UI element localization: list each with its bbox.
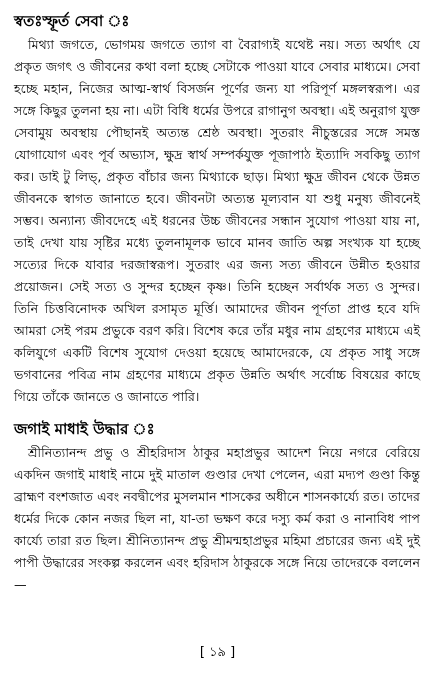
section-paragraph: শ্রীনিত্যানন্দ প্রভু ও শ্রীহরিদাস ঠাকুর মহাপ্রভুর আদেশ নিয়ে নগরে বেরিয়ে একদিন জগাই মাধাই নামে দুই মাতাল গুণ্ডার দেখা পেলেন, এরা মদ্যপ গুণ্ডা কিন্তু ব্রাহ্মণ বংশজাত এবং নবদ্বীপের মুসলমান শাসকের অধীনে শাসনকার্য্যে রত। তাদের ধর্মের দিকে কোন নজর ছিল না, যা-তা ভক্ষণ করে দস্যু কর্ম করা ও নানাবিধ পাপ কার্য্যে তারা রত ছিল। শ্রীনিত্যানন্দ প্রভু শ্রীমন্মহাপ্রভুর মহিমা প্রচারের জন্য এই দুই পাপী উদ্ধারের সংকল্প করলেন এবং হরিদাস ঠাকুরকে সঙ্গে নিয়ে তাদেরকে বললেন— xyxy=(14,445,420,592)
section-paragraph: মিথ্যা জগতে, ভোগময় জগতে ত্যাগ বা বৈরাগ্যই যথেষ্ট নয়। সত্য অর্থাৎ যে প্রকৃত জগৎ ও জীবনের কথা বলা হচ্ছে সেটাকে পাওয়া যাবে সেবার মাধ্যমে। সেবা হচ্ছে মহান, নিজের আত্ম-স্বার্থ বিসর্জন পূর্ণের জন্য যা পরিপূর্ণ মঙ্গলস্বরূপ। এর সঙ্গে কিছুর তুলনা হয় না। এটা বিধি ধর্মের উপরে রাগানুগ অবস্থা। এই অনুরাগ যুক্ত সেবামুয় অবস্থায় পৌছানই অত্যন্ত শ্রেষ্ঠ অবস্থা। সুতরাং নীচুস্তরের সঙ্গে সমস্ত যোগাযোগ এবং পূর্ব অভ্যাস, ক্ষুদ্র স্বার্থ সম্পর্কযুক্ত পূজাপাঠ ইত্যাদি সবকিছু ত্যাগ কর। ডাই টু লিভ্, প্রকৃত বাঁচার জন্য মিথ্যাকে ছাড়। মিথ্যা ক্ষুদ্র জীবন থেকে উন্নত জীবনকে স্বাগত জানাতে হবে। জীবনটা অত্যন্ত মূল্যবান যা শুধু মনুষ্য জীবনেই সম্ভব। অন্যান্য জীবদেহে এই ধরনের উচ্চ জীবনের সন্ধান সুযোগ পাওয়া যায় না, তাই দেখা যায় সৃষ্টির মধ্যে তুলনামূলক ভাবে মানব জাতি অল্প সংখ্যক যা হচ্ছে সত্যের দিকে যাবার দরজাস্বরূপ। সুতরাং এর জন্য সত্য জীবনে উন্নীত হওয়ার প্রয়োজন। সেই সত্য ও সুন্দর হচ্ছেন কৃষ্ণ। তিনি হচ্ছেন সর্বার্থক সত্য ও সুন্দর। তিনি চিত্তবিনোদক অখিল রসামৃত মূর্ত্তি। আমাদের জীবন পূর্ণতা প্রাপ্ত হবে যদি আমরা সেই পরম প্রভুকে বরণ করি। বিশেষ করে তাঁর মধুর নাম গ্রহণের মাধ্যমে এই কলিযুগে একটি বিশেষ সুযোগ দেওয়া হয়েছে আমাদেরকে, যে প্রকৃত সাধু সঙ্গে ভগবানের পবিত্র নাম গ্রহণের মাধ্যমে প্রকৃত উন্নতি অর্থাৎ সর্বোচ্চ বিষয়ের কাছে গিয়ে তাঁকে জানতে ও জানাতে পারি। xyxy=(14,37,420,404)
section-title: জগাই মাধাই উদ্ধার ঃ xyxy=(14,420,155,438)
section-title: স্বতঃস্ফূর্ত সেবা ঃ xyxy=(14,12,130,30)
document-page xyxy=(14,10,420,596)
section-jagai-madhai xyxy=(14,418,420,596)
section-spontaneous-service xyxy=(14,10,420,408)
section-divider xyxy=(14,408,420,418)
page-number: [ ১৯ ] xyxy=(199,645,236,660)
